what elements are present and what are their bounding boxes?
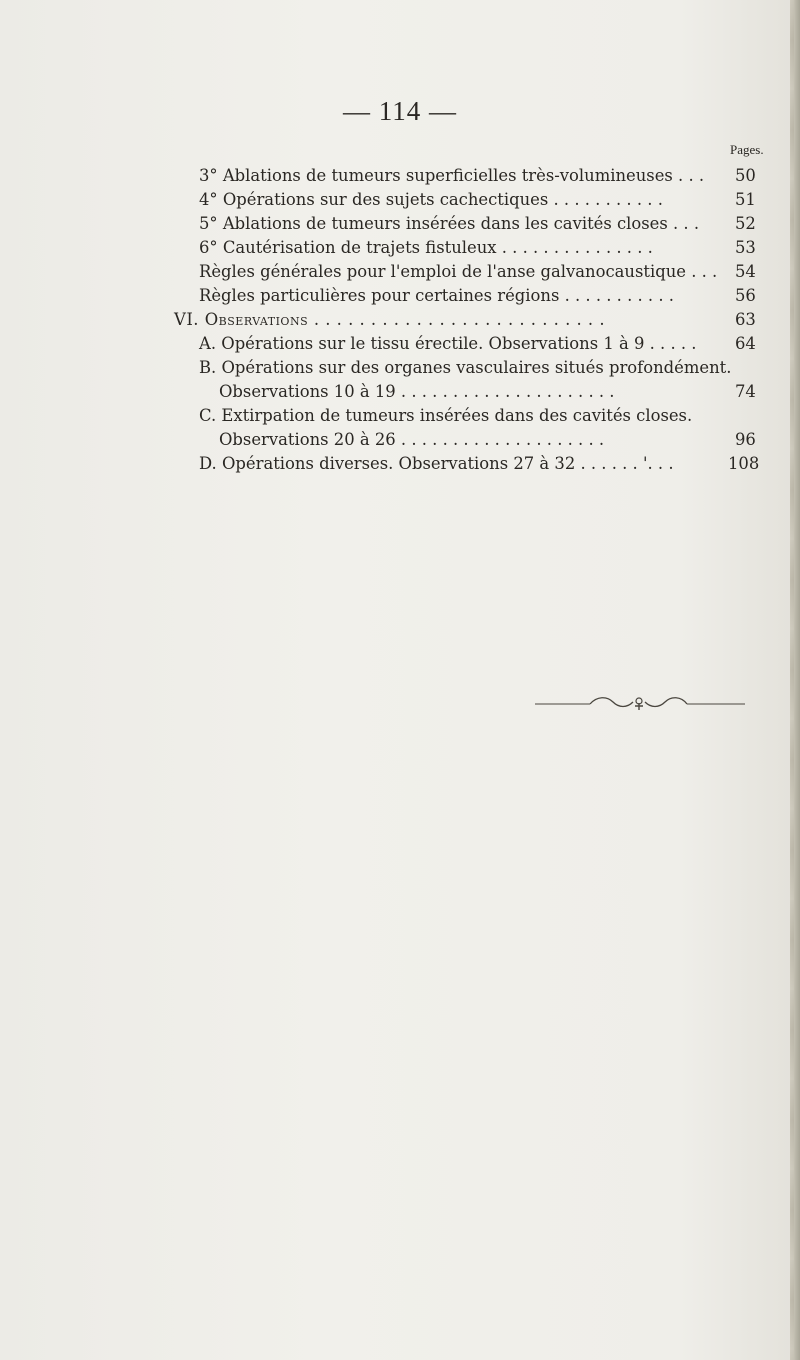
toc-entry-page: 51 [735,190,756,209]
page-edge-shadow [790,0,794,1360]
toc-entry-page: 108 [728,454,760,473]
toc-entry-page: 52 [735,214,756,233]
toc-entry-text: 5° Ablations de tumeurs insérées dans les cavités closes . . . [199,214,700,233]
toc-entry-page: 96 [735,430,756,449]
toc-entry-page: 50 [735,166,756,185]
toc-entry-text: D. Opérations diverses. Observations 27 à 32 . . . . . . '. . . [199,454,674,473]
toc-entry-page: 53 [735,238,756,257]
toc-entry-text: C. Extirpation de tumeurs insérées dans des cavités closes. [199,406,693,425]
toc-entry-page: 64 [735,334,756,353]
toc-entry-text: Observations 10 à 19 . . . . . . . . . . . . . . . . . . . . . [219,382,615,401]
toc-entry-page: 54 [735,262,756,281]
toc-entry-text: 3° Ablations de tumeurs superficielles très-volumineuses . . . [199,166,705,185]
toc-entry-page: 74 [735,382,756,401]
toc-entry-text: 6° Cautérisation de trajets fistuleux . . . . . . . . . . . . . . . [199,238,653,257]
page-number: — 114 — [343,96,457,126]
toc-entry-text: VI. Observations . . . . . . . . . . . . . . . . . . . . . . . . . . [174,310,606,329]
pages-column-label: Pages. [730,142,764,157]
toc-entry-text: Observations 20 à 26 . . . . . . . . . . . . . . . . . . . . [219,430,605,449]
toc-entry-text: 4° Opérations sur des sujets cachectiques . . . . . . . . . . . [199,190,663,209]
decorative-rule-ornament-icon [535,692,745,714]
toc-entry-text: A. Opérations sur le tissu érectile. Observations 1 à 9 . . . . . [199,334,697,353]
toc-entry-page: 63 [735,310,756,329]
toc-entry-text: Règles particulières pour certaines régions . . . . . . . . . . . [199,286,674,305]
toc-entry-page: 56 [735,286,756,305]
toc-entry-text: B. Opérations sur des organes vasculaires situés profondément. [199,358,732,377]
toc-entry-text: Règles générales pour l'emploi de l'anse galvanocaustique . . . [199,262,718,281]
